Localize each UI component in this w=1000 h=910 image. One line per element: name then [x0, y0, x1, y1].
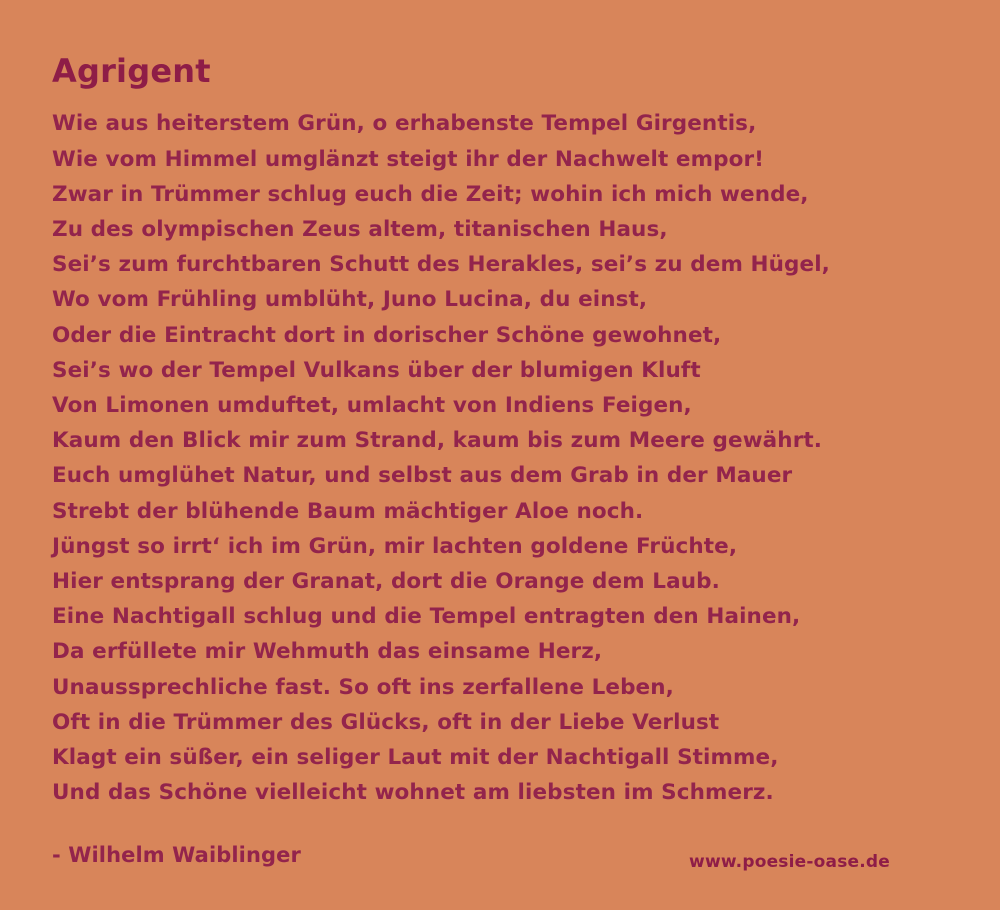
poem-line: Da erfüllete mir Wehmuth das einsame Herz,	[52, 639, 603, 665]
poem-line: Strebt der blühende Baum mächtiger Aloe noch.	[52, 498, 644, 524]
poem-line: Wie aus heiterstem Grün, o erhabenste Tempel Girgentis,	[52, 111, 757, 137]
poem-line: Euch umglühet Natur, und selbst aus dem Grab in der Mauer	[52, 463, 793, 489]
poem-text	[52, 106, 948, 810]
poem-line: Wo vom Frühling umblüht, Juno Lucina, du einst,	[52, 287, 648, 313]
poem-line: Von Limonen umduftet, umlacht von Indiens Feigen,	[52, 393, 692, 419]
poem-line: Sei’s wo der Tempel Vulkans über der blumigen Kluft	[52, 357, 701, 383]
poem-line: Zwar in Trümmer schlug euch die Zeit; wohin ich mich wende,	[52, 181, 809, 207]
poem-line: Unaussprechliche fast. So oft ins zerfallene Leben,	[52, 674, 674, 700]
poem-line: Klagt ein süßer, ein seliger Laut mit der Nachtigall Stimme,	[52, 745, 779, 771]
poem-line: Hier entsprang der Granat, dort die Orange dem Laub.	[52, 569, 720, 595]
poem-line: Kaum den Blick mir zum Strand, kaum bis zum Meere gewährt.	[52, 428, 823, 454]
poem-line: Und das Schöne vielleicht wohnet am liebsten im Schmerz.	[52, 780, 774, 806]
site-credit: www.poesie-oase.de	[689, 852, 890, 872]
poem-line: Oft in die Trümmer des Glücks, oft in der Liebe Verlust	[52, 709, 720, 735]
poem-line: Wie vom Himmel umglänzt steigt ihr der Nachwelt empor!	[52, 146, 765, 172]
poem-line: Jüngst so irrt‘ ich im Grün, mir lachten goldene Früchte,	[52, 533, 738, 559]
poem-line: Eine Nachtigall schlug und die Tempel entragten den Hainen,	[52, 604, 801, 630]
poem-line: Zu des olympischen Zeus altem, titanischen Haus,	[52, 217, 668, 242]
page-title: Agrigent	[52, 52, 211, 90]
poem-line: Oder die Eintracht dort in dorischer Schöne gewohnet,	[52, 322, 722, 348]
poem-author: - Wilhelm Waiblinger	[52, 843, 301, 868]
poem-line: Sei’s zum furchtbaren Schutt des Herakles, sei’s zu dem Hügel,	[52, 252, 830, 278]
